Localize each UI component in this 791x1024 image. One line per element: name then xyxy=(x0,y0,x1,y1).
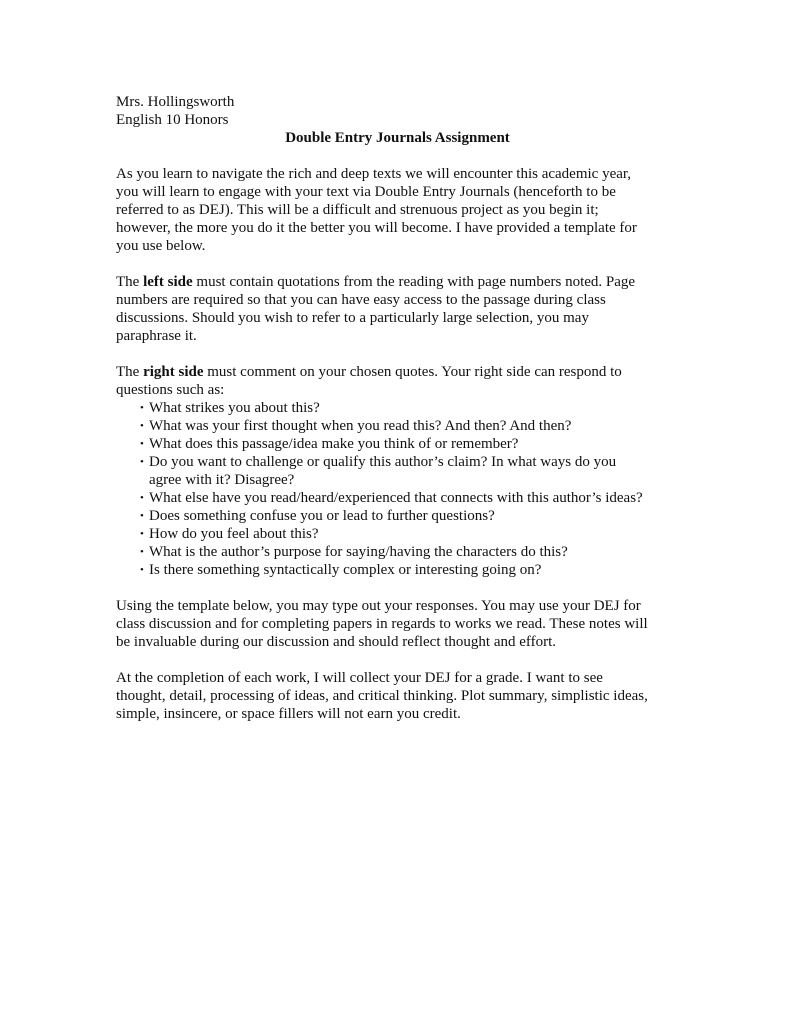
question-item xyxy=(116,399,696,417)
question-text: What strikes you about this? xyxy=(149,400,320,416)
question-item xyxy=(116,453,696,489)
bullet-icon: • xyxy=(140,456,144,468)
grading-paragraph xyxy=(116,669,696,723)
intro-line: referred to as DEJ). This will be a difficult and strenuous project as you begin it; xyxy=(116,202,599,218)
template-line: be invaluable during our discussion and should reflect thought and effort. xyxy=(116,634,557,650)
bullet-icon: • xyxy=(140,564,144,576)
question-text: agree with it? Disagree? xyxy=(149,472,295,488)
intro-line: however, the more you do it the better you will become. I have provided a template for xyxy=(116,220,637,236)
template-line: class discussion and for completing papers in regards to works we read. These notes will xyxy=(116,616,648,632)
question-item xyxy=(116,435,696,453)
bullet-icon: • xyxy=(140,510,144,522)
question-text: What was your first thought when you read this? And then? And then? xyxy=(149,418,572,434)
left-side-paragraph xyxy=(116,273,696,345)
left-side-bold: left side xyxy=(143,274,193,290)
question-item xyxy=(116,489,696,507)
question-text: What is the author’s purpose for saying/having the characters do this? xyxy=(149,544,568,560)
question-text: What does this passage/idea make you think of or remember? xyxy=(149,436,519,452)
question-text: Do you want to challenge or qualify this author’s claim? In what ways do you xyxy=(149,454,617,470)
document-page xyxy=(116,93,696,723)
question-text: What else have you read/heard/experienced that connects with this author’s ideas? xyxy=(149,490,643,506)
right-side-first-line: The right side must comment on your chosen quotes. Your right side can respond to xyxy=(116,364,622,380)
question-item xyxy=(116,561,696,579)
intro-line: you will learn to engage with your text via Double Entry Journals (henceforth to be xyxy=(116,184,616,200)
bullet-icon: • xyxy=(140,528,144,540)
question-item xyxy=(116,543,696,561)
question-item xyxy=(116,507,696,525)
grading-line: simple, insincere, or space fillers will not earn you credit. xyxy=(116,706,461,722)
intro-line: you use below. xyxy=(116,238,206,254)
bullet-icon: • xyxy=(140,402,144,414)
left-side-line: paraphrase it. xyxy=(116,328,197,344)
left-side-line: numbers are required so that you can have easy access to the passage during class xyxy=(116,292,606,308)
question-item xyxy=(116,525,696,543)
document-title: Double Entry Journals Assignment xyxy=(285,130,510,146)
grading-line: At the completion of each work, I will collect your DEJ for a grade. I want to see xyxy=(116,670,603,686)
bullet-icon: • xyxy=(140,546,144,558)
left-side-line: discussions. Should you wish to refer to a particularly large selection, you may xyxy=(116,310,589,326)
left-side-first-line: The left side must contain quotations from the reading with page numbers noted. Page xyxy=(116,274,636,290)
intro-line: As you learn to navigate the rich and deep texts we will encounter this academic year, xyxy=(116,166,632,182)
question-list xyxy=(116,399,696,579)
course-name: English 10 Honors xyxy=(116,112,229,128)
question-text: Does something confuse you or lead to further questions? xyxy=(149,508,495,524)
question-text: How do you feel about this? xyxy=(149,526,319,542)
teacher-name: Mrs. Hollingsworth xyxy=(116,94,235,110)
intro-paragraph xyxy=(116,165,696,255)
template-paragraph xyxy=(116,597,696,651)
right-side-bold: right side xyxy=(143,364,204,380)
bullet-icon: • xyxy=(140,438,144,450)
bullet-icon: • xyxy=(140,492,144,504)
bullet-icon: • xyxy=(140,420,144,432)
question-item xyxy=(116,417,696,435)
question-text: Is there something syntactically complex or interesting going on? xyxy=(149,562,542,578)
grading-line: thought, detail, processing of ideas, and critical thinking. Plot summary, simplistic ideas, xyxy=(116,688,648,704)
right-side-paragraph xyxy=(116,363,696,399)
template-line: Using the template below, you may type out your responses. You may use your DEJ for xyxy=(116,598,641,614)
right-side-line: questions such as: xyxy=(116,382,225,398)
